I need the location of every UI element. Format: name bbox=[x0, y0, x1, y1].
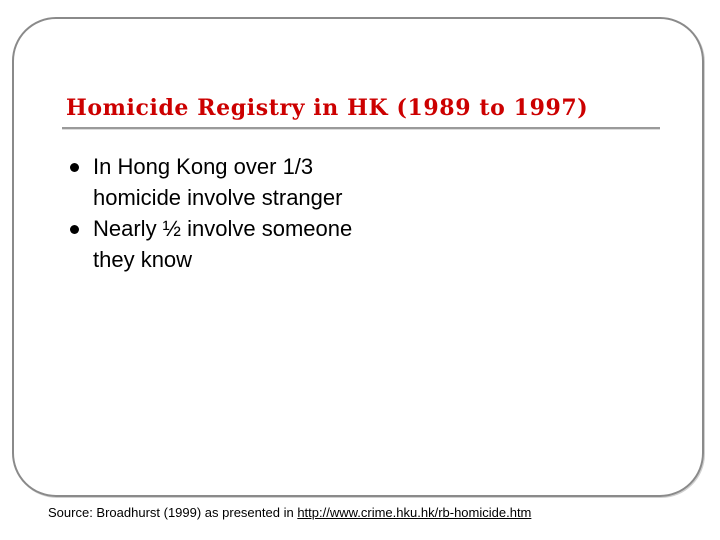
bullet-list bbox=[70, 151, 390, 275]
source-citation bbox=[48, 505, 531, 520]
bullet-item-stranger bbox=[70, 151, 390, 213]
source-prefix: Source: Broadhurst (1999) as presented in bbox=[48, 505, 298, 520]
title-divider bbox=[62, 127, 660, 129]
bullet-text-known: Nearly ½ involve someone they know bbox=[93, 216, 353, 272]
bullet-dot-icon bbox=[70, 163, 79, 172]
bullet-text-stranger: In Hong Kong over 1/3 homicide involve stranger bbox=[93, 154, 343, 210]
bullet-item-known bbox=[70, 213, 390, 275]
bullet-dot-icon bbox=[70, 225, 79, 234]
slide-title: Homicide Registry in HK (1989 to 1997) bbox=[66, 95, 589, 121]
source-link[interactable]: http://www.crime.hku.hk/rb-homicide.htm bbox=[297, 505, 532, 520]
